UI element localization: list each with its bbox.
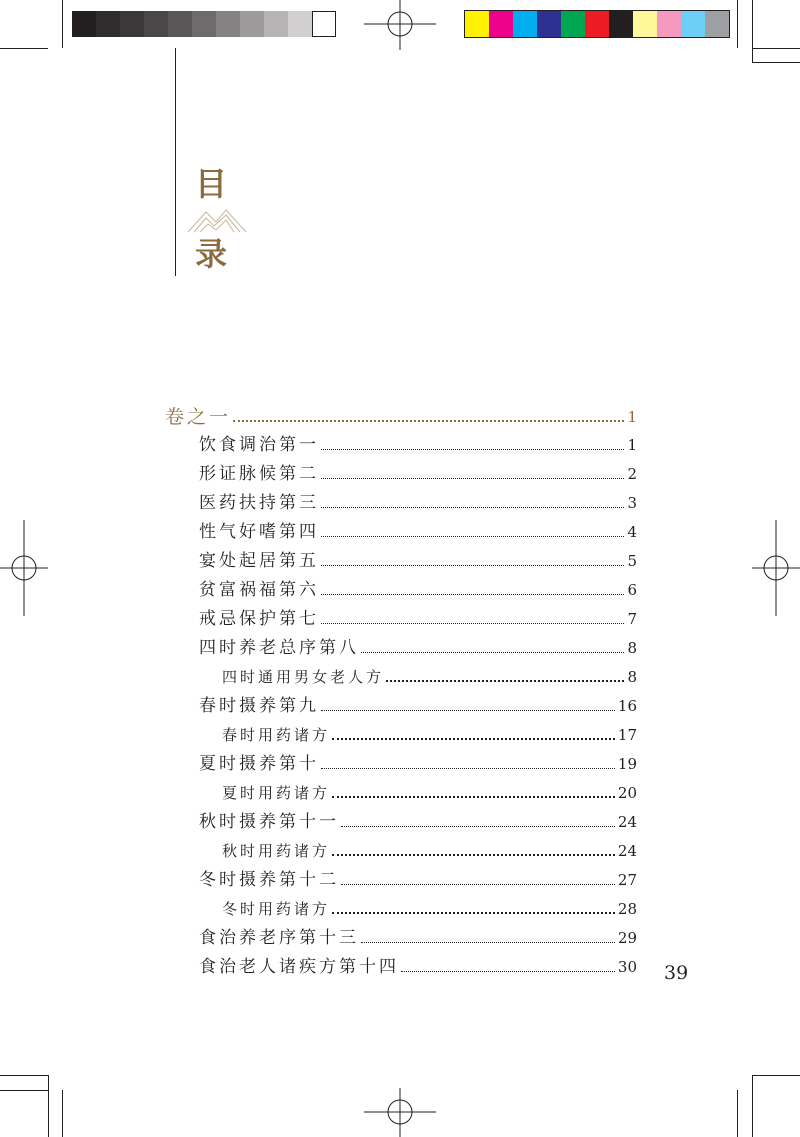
toc-leader-dots	[401, 971, 615, 972]
toc-leader-dots	[361, 942, 615, 943]
toc-entry[interactable]	[199, 926, 637, 950]
toc-entry[interactable]	[199, 433, 637, 457]
toc-entry-page: 30	[617, 958, 637, 976]
toc-entry-page: 3	[627, 494, 637, 512]
toc-subentry-page: 24	[617, 842, 637, 860]
toc-entry-title: 性气好嗜第四	[199, 522, 319, 542]
toc-leader-dots	[321, 710, 615, 711]
toc-entry[interactable]	[199, 520, 637, 544]
color-bar-frame	[464, 10, 730, 38]
toc-entry[interactable]	[199, 694, 637, 718]
toc-leader-dots	[332, 912, 615, 914]
toc-subentry[interactable]	[222, 723, 637, 747]
toc-subentry[interactable]	[222, 839, 637, 863]
mountain-ornament-icon	[186, 206, 256, 234]
registration-mark-top-icon	[364, 0, 436, 50]
toc-leader-dots	[321, 449, 624, 450]
toc-entry-page: 2	[627, 465, 637, 483]
toc-entry-title: 四时养老总序第八	[199, 638, 359, 658]
toc-subentry-title: 秋时用药诸方	[222, 842, 331, 860]
toc-entry-page: 8	[627, 639, 637, 657]
gray-swatch	[72, 11, 96, 37]
gray-swatch	[96, 11, 120, 37]
toc-leader-dots	[341, 826, 615, 827]
toc-section-title: 卷之一	[165, 406, 232, 428]
toc-entry-title: 形证脉候第二	[199, 464, 319, 484]
toc-entry[interactable]	[199, 462, 637, 486]
gray-swatch	[216, 11, 240, 37]
toc-entry-page: 4	[627, 523, 637, 541]
toc-entry-title: 食治老人诸疾方第十四	[199, 957, 399, 977]
toc-entry-page: 1	[627, 436, 637, 454]
toc-entry-title: 戒忌保护第七	[199, 609, 319, 629]
toc-subentry-page: 28	[617, 900, 637, 918]
toc-leader-dots	[332, 796, 615, 798]
toc-entry-page: 27	[617, 871, 637, 889]
toc-leader-dots	[321, 565, 624, 566]
toc-leader-dots	[386, 680, 624, 682]
toc-leader-dots	[321, 623, 624, 624]
toc-entry[interactable]	[199, 955, 637, 979]
toc-entry[interactable]	[199, 810, 637, 834]
toc-subentry-title: 四时通用男女老人方	[222, 668, 385, 686]
toc-entry-title: 夏时摄养第十	[199, 754, 319, 774]
toc-leader-dots	[321, 594, 624, 595]
toc-entry-page: 16	[617, 697, 637, 715]
toc-leader-dots	[321, 507, 624, 508]
toc-leader-dots	[332, 738, 615, 740]
toc-entry[interactable]	[199, 868, 637, 892]
toc-subentry-page: 20	[617, 784, 637, 802]
registration-mark-right-icon	[752, 520, 800, 616]
toc-subentry[interactable]	[222, 665, 637, 689]
toc-section-row[interactable]	[165, 405, 637, 429]
toc-entry-page: 5	[627, 552, 637, 570]
toc-entry-title: 贫富祸福第六	[199, 580, 319, 600]
toc-entry-title: 冬时摄养第十二	[199, 870, 339, 890]
toc-entry-page: 29	[617, 929, 637, 947]
toc-leader-dots	[321, 536, 624, 537]
toc-entry[interactable]	[199, 636, 637, 660]
toc-subentry-page: 17	[617, 726, 637, 744]
toc-leader-dots	[341, 884, 615, 885]
toc-entry-page: 6	[627, 581, 637, 599]
toc-entry-title: 医药扶持第三	[199, 493, 319, 513]
gray-swatch	[144, 11, 168, 37]
gray-swatch	[288, 11, 312, 37]
gray-swatch	[312, 11, 336, 37]
toc-subentry-title: 夏时用药诸方	[222, 784, 331, 802]
page-number: 39	[664, 962, 689, 984]
toc-section-page: 1	[627, 408, 637, 426]
heading-char-mu: 目	[195, 165, 228, 203]
toc-entry[interactable]	[199, 549, 637, 573]
toc-subentry[interactable]	[222, 897, 637, 921]
toc-entry[interactable]	[199, 491, 637, 515]
toc-entry-title: 食治养老序第十三	[199, 928, 359, 948]
toc-leader-dots	[233, 420, 624, 422]
toc-entry-page: 19	[617, 755, 637, 773]
toc-entry[interactable]	[199, 578, 637, 602]
gray-swatch	[192, 11, 216, 37]
heading-char-lu: 录	[195, 235, 228, 273]
toc-subentry[interactable]	[222, 781, 637, 805]
toc-subentry-title: 冬时用药诸方	[222, 900, 331, 918]
toc-entry[interactable]	[199, 752, 637, 776]
gray-swatch	[240, 11, 264, 37]
toc-entry-title: 饮食调治第一	[199, 435, 319, 455]
toc-leader-dots	[321, 768, 615, 769]
toc-entry[interactable]	[199, 607, 637, 631]
toc-entry-title: 春时摄养第九	[199, 696, 319, 716]
gray-swatch	[264, 11, 288, 37]
registration-mark-left-icon	[0, 520, 48, 616]
toc-entry-page: 24	[617, 813, 637, 831]
toc-leader-dots	[321, 478, 624, 479]
toc-entry-title: 宴处起居第五	[199, 551, 319, 571]
toc-entry-page: 7	[627, 610, 637, 628]
heading-vertical-rule	[175, 48, 176, 276]
toc-entry-title: 秋时摄养第十一	[199, 812, 339, 832]
toc-subentry-page: 8	[627, 668, 637, 686]
gray-swatch	[120, 11, 144, 37]
toc-leader-dots	[361, 652, 624, 653]
toc-leader-dots	[332, 854, 615, 856]
gray-swatch	[168, 11, 192, 37]
toc-subentry-title: 春时用药诸方	[222, 726, 331, 744]
registration-mark-bottom-icon	[364, 1088, 436, 1137]
